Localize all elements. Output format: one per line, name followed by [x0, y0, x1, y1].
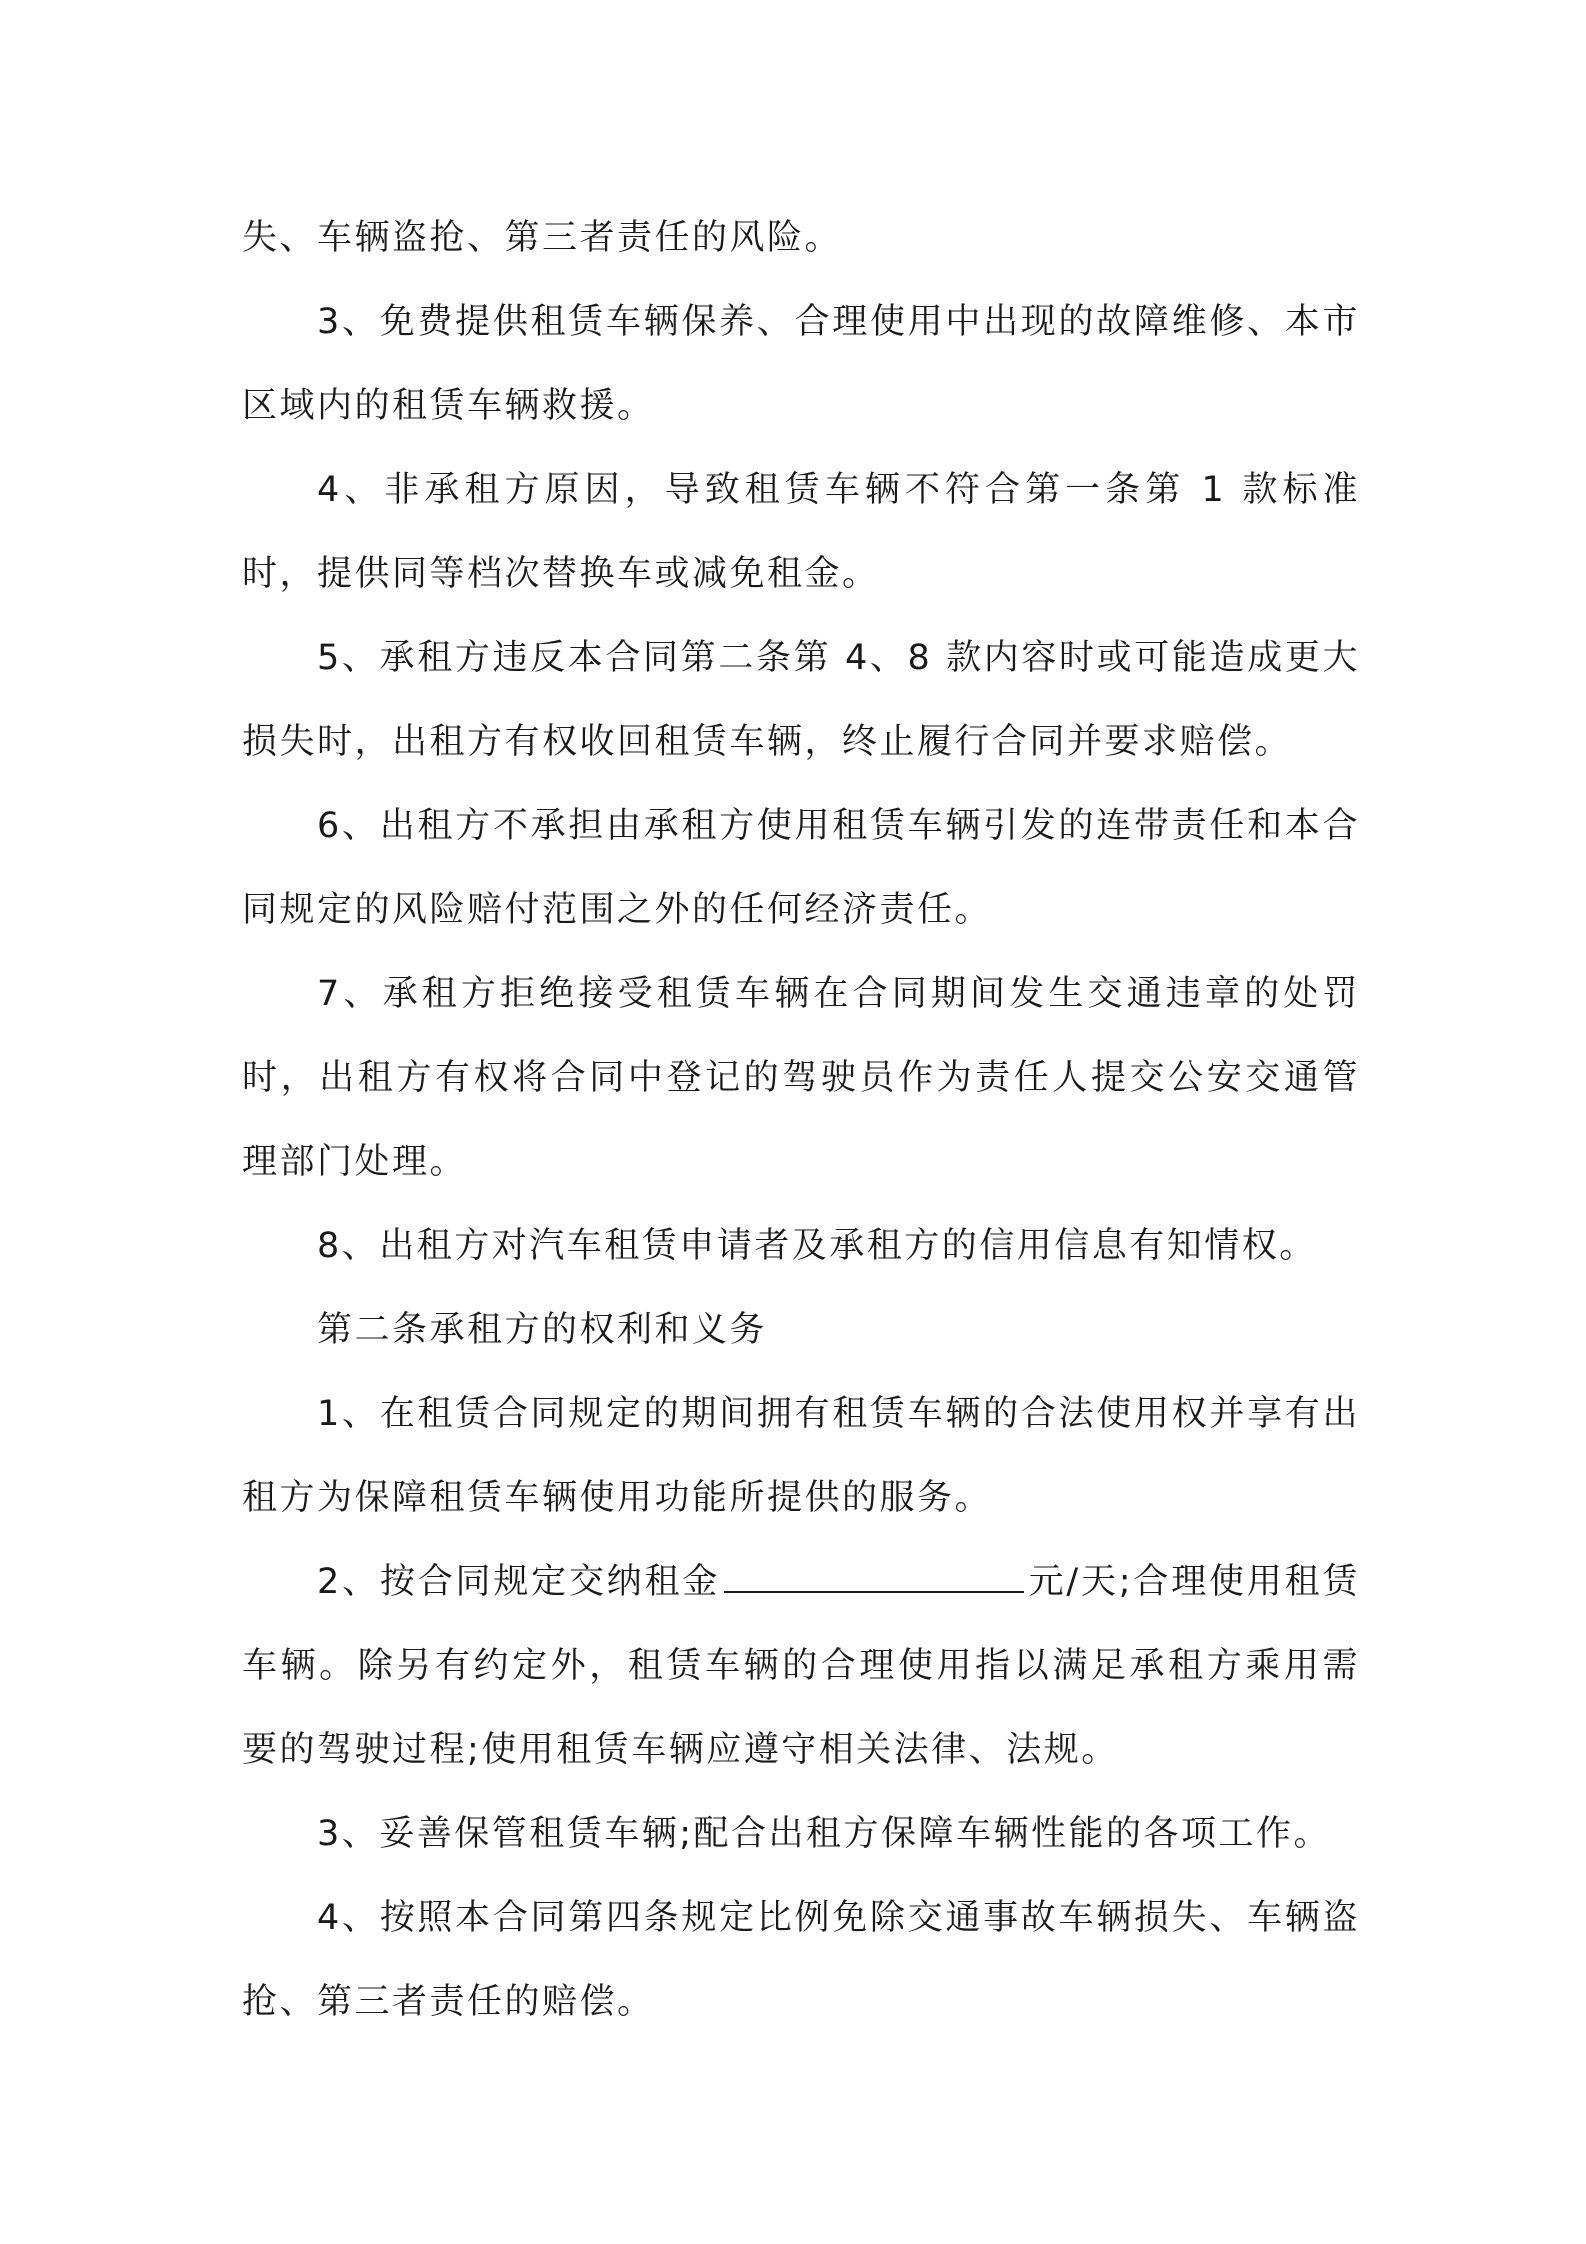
paragraph-continuation: 失、车辆盗抢、第三者责任的风险。 — [242, 218, 843, 258]
rent-clause-prefix: 2、按合同规定交纳租金 — [317, 1562, 721, 1602]
paragraph-lessee-item-3: 3、妥善保管租赁车辆;配合出租方保障车辆性能的各项工作。 — [317, 1814, 1332, 1854]
paragraph-lessee-item-2 — [242, 1540, 1360, 1792]
paragraph-lessor-item-4: 4、非承租方原因，导致租赁车辆不符合第一条第 1 款标准时，提供同等档次替换车或减免租金。 — [242, 470, 1360, 594]
paragraph-lessor-item-5: 5、承租方违反本合同第二条第 4、8 款内容时或可能造成更大损失时，出租方有权收回租赁车辆，终止履行合同并要求赔偿。 — [242, 638, 1360, 762]
paragraph-lessee-item-4: 4、按照本合同第四条规定比例免除交通事故车辆损失、车辆盗抢、第三者责任的赔偿。 — [242, 1898, 1360, 2022]
rent-amount-blank — [724, 1561, 1024, 1593]
rent-clause-suffix: 元/天;合理使用租赁车辆。除另有约定外，租赁车辆的合理使用指以满足承租方乘用需要的驾驶过程;使用租赁车辆应遵守相关法律、法规。 — [242, 1562, 1360, 1770]
paragraph-lessee-item-1: 1、在租赁合同规定的期间拥有租赁车辆的合法使用权并享有出租方为保障租赁车辆使用功能所提供的服务。 — [242, 1394, 1360, 1518]
paragraph-lessor-item-6: 6、出租方不承担由承租方使用租赁车辆引发的连带责任和本合同规定的风险赔付范围之外的任何经济责任。 — [242, 806, 1360, 930]
paragraph-lessor-item-7: 7、承租方拒绝接受租赁车辆在合同期间发生交通违章的处罚时，出租方有权将合同中登记的驾驶员作为责任人提交公安交通管理部门处理。 — [242, 974, 1360, 1182]
paragraph-lessor-item-8: 8、出租方对汽车租赁申请者及承租方的信用信息有知情权。 — [317, 1226, 1317, 1266]
contract-text-body — [242, 196, 1360, 2044]
paragraph-lessor-item-3: 3、免费提供租赁车辆保养、合理使用中出现的故障维修、本市区域内的租赁车辆救援。 — [242, 302, 1360, 426]
section-heading-lessee-rights: 第二条承租方的权利和义务 — [317, 1310, 768, 1350]
